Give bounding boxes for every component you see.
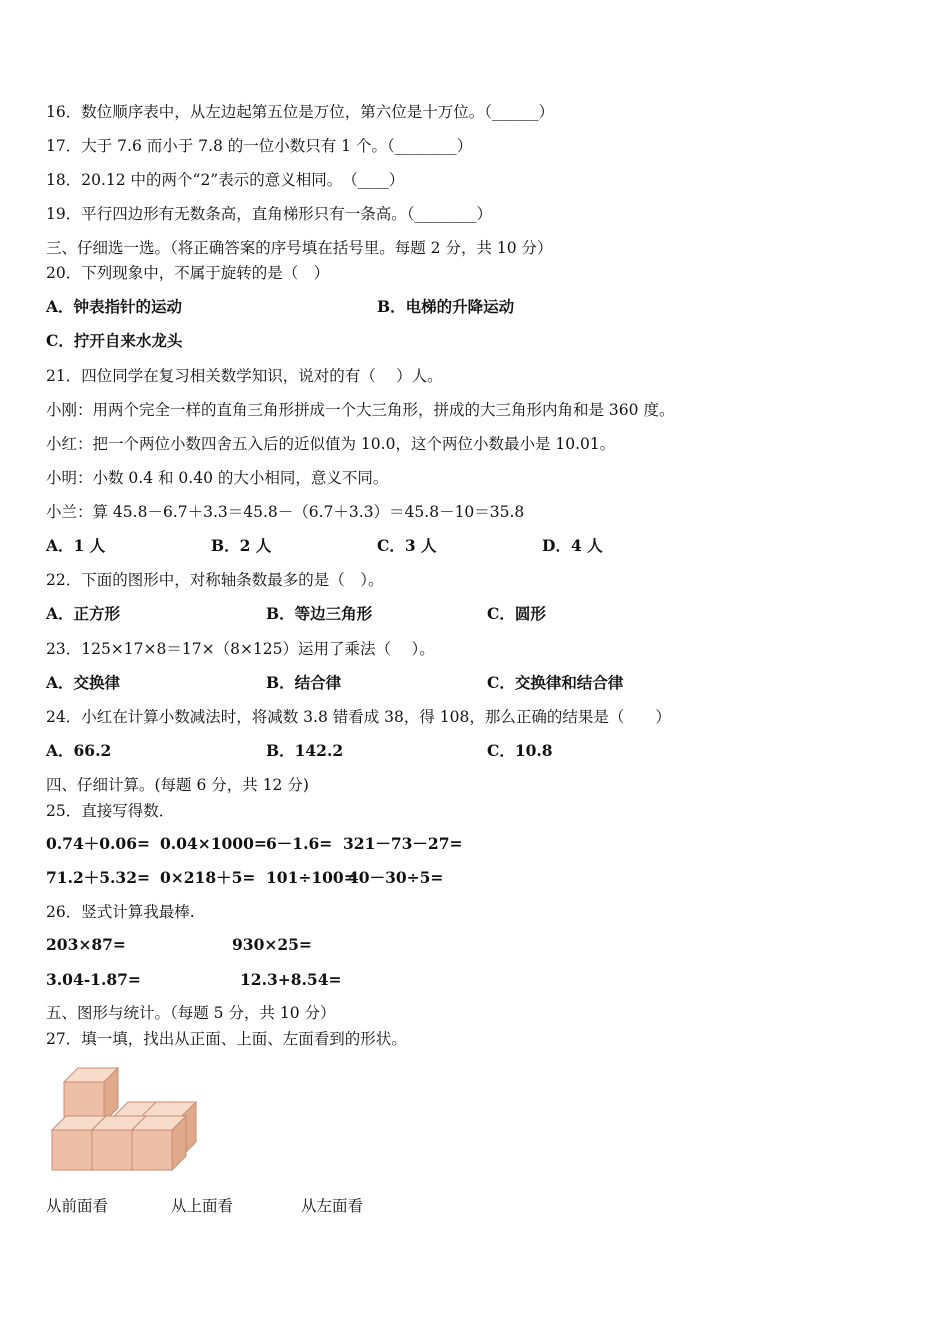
q21-option-a: A．1 人 [46,536,106,555]
q23-option-a: A．交换律 [46,673,121,692]
q23-option-b: B．结合律 [266,673,342,692]
q20-option-b: B．电梯的升降运动 [377,297,515,316]
q25-expr: 101÷100= [266,868,357,887]
q24-option-b: B．142.2 [266,741,344,760]
q21-statement-1: 小刚：用两个完全一样的直角三角形拼成一个大三角形，拼成的大三角形内角和是 360 度。 [46,401,675,419]
q23-stem: 23．125×17×8＝17×（8×125）运用了乘法（ ）。 [46,640,435,658]
q21-option-d: D．4 人 [542,536,603,555]
q25-stem: 25．直接写得数． [46,802,175,820]
q21-option-c: C．3 人 [377,536,437,555]
q20-stem: 20．下列现象中，不属于旋转的是（ ） [46,264,330,282]
q22-stem: 22．下面的图形中，对称轴条数最多的是（ ）。 [46,571,384,589]
section-4-heading: 四、仔细计算。(每题 6 分，共 12 分) [46,776,309,794]
cube-front-face [52,1130,92,1170]
q19: 19．平行四边形有无数条高，直角梯形只有一条高。（________） [46,205,492,223]
q21-statement-2: 小红：把一个两位小数四舍五入后的近似值为 10.0，这个两位小数最小是 10.01。 [46,435,616,453]
q20-option-a: A．钟表指针的运动 [46,297,183,316]
q22-option-a: A．正方形 [46,604,121,623]
view-top-label: 从上面看 [171,1197,234,1215]
q21-option-b: B．2 人 [211,536,272,555]
q25-expr: 6－1.6= [266,834,333,853]
q25-expr: 0.74＋0.06= [46,834,150,853]
q21-stem: 21．四位同学在复习相关数学知识，说对的有（ ）人。 [46,367,443,385]
section-5-heading: 五、图形与统计。（每题 5 分，共 10 分） [46,1004,336,1022]
q24-option-a: A．66.2 [46,741,112,760]
q27-stem: 27．填一填，找出从正面、上面、左面看到的形状。 [46,1030,407,1048]
q18: 18．20.12 中的两个“2”表示的意义相同。 （____） [46,171,405,189]
q22-option-b: B．等边三角形 [266,604,373,623]
q21-statement-3: 小明：小数 0.4 和 0.40 的大小相同，意义不同。 [46,469,389,487]
q25-expr: 71.2＋5.32= [46,868,150,887]
cube-front-face [92,1130,132,1170]
q25-expr: 321－73－27= [343,834,463,853]
section-3-heading: 三、仔细选一选。（将正确答案的序号填在括号里。每题 2 分，共 10 分） [46,239,553,257]
q26-expr: 12.3+8.54= [240,970,342,989]
q21-statement-4: 小兰：算 45.8－6.7＋3.3＝45.8－（6.7＋3.3）＝45.8－10＝35.8 [46,503,525,521]
q25-expr: 40－30÷5= [348,868,444,887]
q26-expr: 3.04-1.87= [46,970,141,989]
q24-stem: 24．小红在计算小数减法时，将减数 3.8 错看成 38，得 108，那么正确的结果是（ ） [46,708,671,726]
q22-option-c: C．圆形 [487,604,546,623]
q25-expr: 0.04×1000= [160,834,267,853]
q25-expr: 0×218＋5= [160,868,256,887]
q26-stem: 26．竖式计算我最棒. [46,903,195,921]
q16: 16．数位顺序表中，从左边起第五位是万位，第六位是十万位。（______） [46,103,554,121]
q17: 17．大于 7.6 而小于 7.8 的一位小数只有 1 个。（________） [46,137,473,155]
view-left-label: 从左面看 [301,1197,364,1215]
q26-expr: 203×87= [46,935,126,954]
q23-option-c: C．交换律和结合律 [487,673,624,692]
q20-option-c: C．拧开自来水龙头 [46,331,183,350]
q24-option-c: C．10.8 [487,741,553,760]
cube-stack-figure [46,1060,206,1178]
q26-expr: 930×25= [232,935,312,954]
cube-front-face [132,1130,172,1170]
view-front-label: 从前面看 [46,1197,109,1215]
